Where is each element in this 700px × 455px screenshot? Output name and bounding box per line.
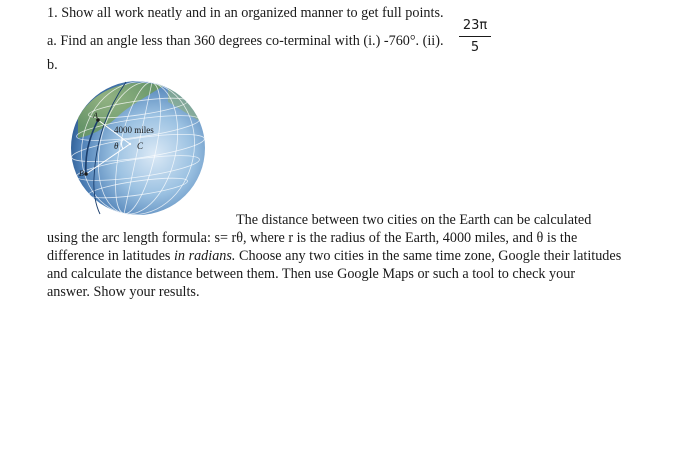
part-a-line (47, 32, 444, 50)
question-heading (47, 4, 444, 22)
paragraph-line-2: using the arc length formula: s= rθ, where r is the radius of the Earth, 4000 miles, and θ is the (47, 230, 578, 246)
paragraph-line-5: answer. Show your results. (47, 284, 200, 300)
paragraph-line-3 (47, 247, 621, 265)
in-radians-emphasis: in radians. (173, 248, 236, 264)
point-b-label: B (79, 169, 84, 178)
part-b-label: b. (47, 57, 58, 73)
question-number: 1. (47, 5, 58, 21)
part-a-text: Find an angle less than 360 degrees co-terminal with (i.) -760°. (ii). (60, 33, 444, 49)
paragraph-line-4: and calculate the distance between them. Then use Google Maps or such a tool to check your (47, 266, 576, 282)
theta-label: θ (114, 141, 119, 151)
point-a-label: A (93, 111, 98, 120)
point-b-dot (84, 172, 88, 176)
fraction-numerator: 23π (462, 18, 488, 33)
fraction-bar (459, 36, 491, 37)
center-dot (129, 143, 131, 145)
paragraph-line-3-end: Choose any two cities in the same time zone, Google their latitudes (235, 248, 622, 264)
globe-svg (68, 78, 208, 218)
fraction-23pi-over-5 (457, 18, 493, 56)
part-b-line (47, 56, 58, 74)
part-a-label: a. (47, 33, 57, 49)
paragraph-line-3-start: difference in latitudes (47, 248, 174, 264)
distance-label: 4000 miles (114, 125, 154, 135)
fraction-denominator: 5 (470, 40, 480, 55)
earth-globe-figure (68, 78, 208, 218)
question-instruction: Show all work neatly and in an organized manner to get full points. (61, 5, 444, 21)
paragraph-line-1: The distance between two cities on the Earth can be calculated (236, 212, 592, 228)
center-label: C (137, 141, 144, 151)
